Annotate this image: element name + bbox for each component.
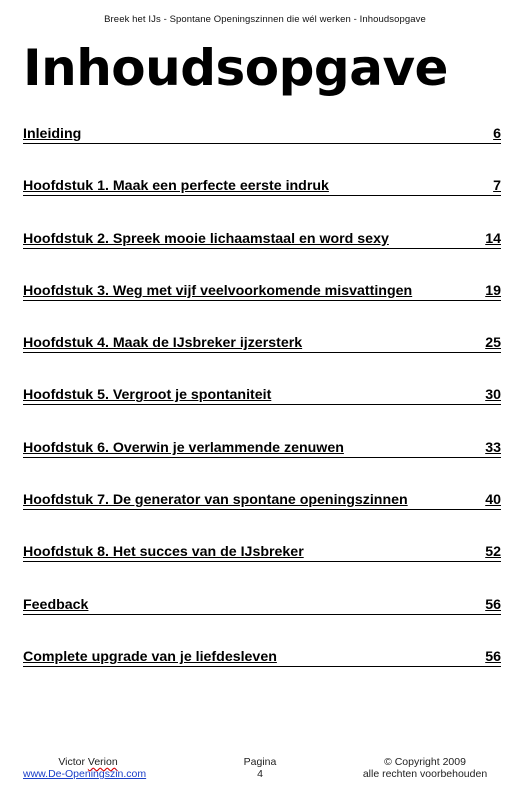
toc-entry-title: Hoofdstuk 8. Het succes van de IJsbreker [23,544,304,561]
toc-entry-title: Hoofdstuk 3. Weg met vijf veelvoorkomende misvattingen [23,282,413,299]
toc-entry-page-number: 30 [485,387,501,404]
toc-entry-page-number: 40 [485,492,501,509]
toc-entry-title: Inleiding [23,126,82,142]
footer-copyright-block [350,756,500,780]
toc-entry[interactable] [23,595,501,615]
toc-entry-page-number: 56 [485,596,501,613]
footer-page-label: Pagina [243,756,277,768]
toc-entry[interactable] [23,490,501,510]
toc-entry[interactable] [23,647,501,667]
toc-entry-title: Hoofdstuk 4. Maak de IJsbreker ijzersterk [23,335,303,352]
footer-author [3,756,173,768]
footer-page-info [220,756,300,780]
footer-author-last: Verion [87,756,118,768]
toc-entry-title: Hoofdstuk 5. Vergroot je spontaniteit [23,387,272,404]
toc-entry[interactable] [23,281,501,301]
toc-entry-title: Complete upgrade van je liefdesleven [23,648,277,665]
toc-entry-page-number: 19 [485,282,501,299]
toc-entry-page-number: 14 [485,230,501,247]
toc-entry[interactable] [23,333,501,353]
footer-author-block [23,756,173,780]
page-title: Inhoudsopgave [23,39,448,97]
footer-website-link[interactable]: www.De-Openingszin.com [23,768,147,780]
footer-page-number: 4 [257,768,263,780]
toc-entry-page-number: 56 [485,648,501,665]
toc-entry[interactable] [23,542,501,562]
footer-copyright: © Copyright 2009 [384,756,466,768]
toc-entry-title: Feedback [23,596,89,613]
toc-entry-page-number: 7 [493,178,501,195]
toc-entry[interactable] [23,176,501,196]
toc-entry-page-number: 52 [485,544,501,561]
toc-entry-page-number: 33 [485,439,501,456]
toc-entry[interactable] [23,229,501,249]
running-header: Breek het IJs - Spontane Openingszinnen die wél werken - Inhoudsopgave [104,14,426,25]
footer-author-first: Victor [58,756,88,768]
toc-entry[interactable] [23,124,501,144]
footer-rights: alle rechten voorbehouden [362,768,488,780]
toc-entry[interactable] [23,385,501,405]
toc-entry-title: Hoofdstuk 7. De generator van spontane openingszinnen [23,492,408,509]
toc-entry-page-number: 6 [493,126,501,142]
toc-entry[interactable] [23,438,501,458]
toc-entry-title: Hoofdstuk 2. Spreek mooie lichaamstaal en word sexy [23,230,389,247]
toc-entry-title: Hoofdstuk 6. Overwin je verlammende zenuwen [23,439,344,456]
table-of-contents [23,124,501,699]
toc-entry-page-number: 25 [485,335,501,352]
toc-entry-title: Hoofdstuk 1. Maak een perfecte eerste indruk [23,178,329,195]
